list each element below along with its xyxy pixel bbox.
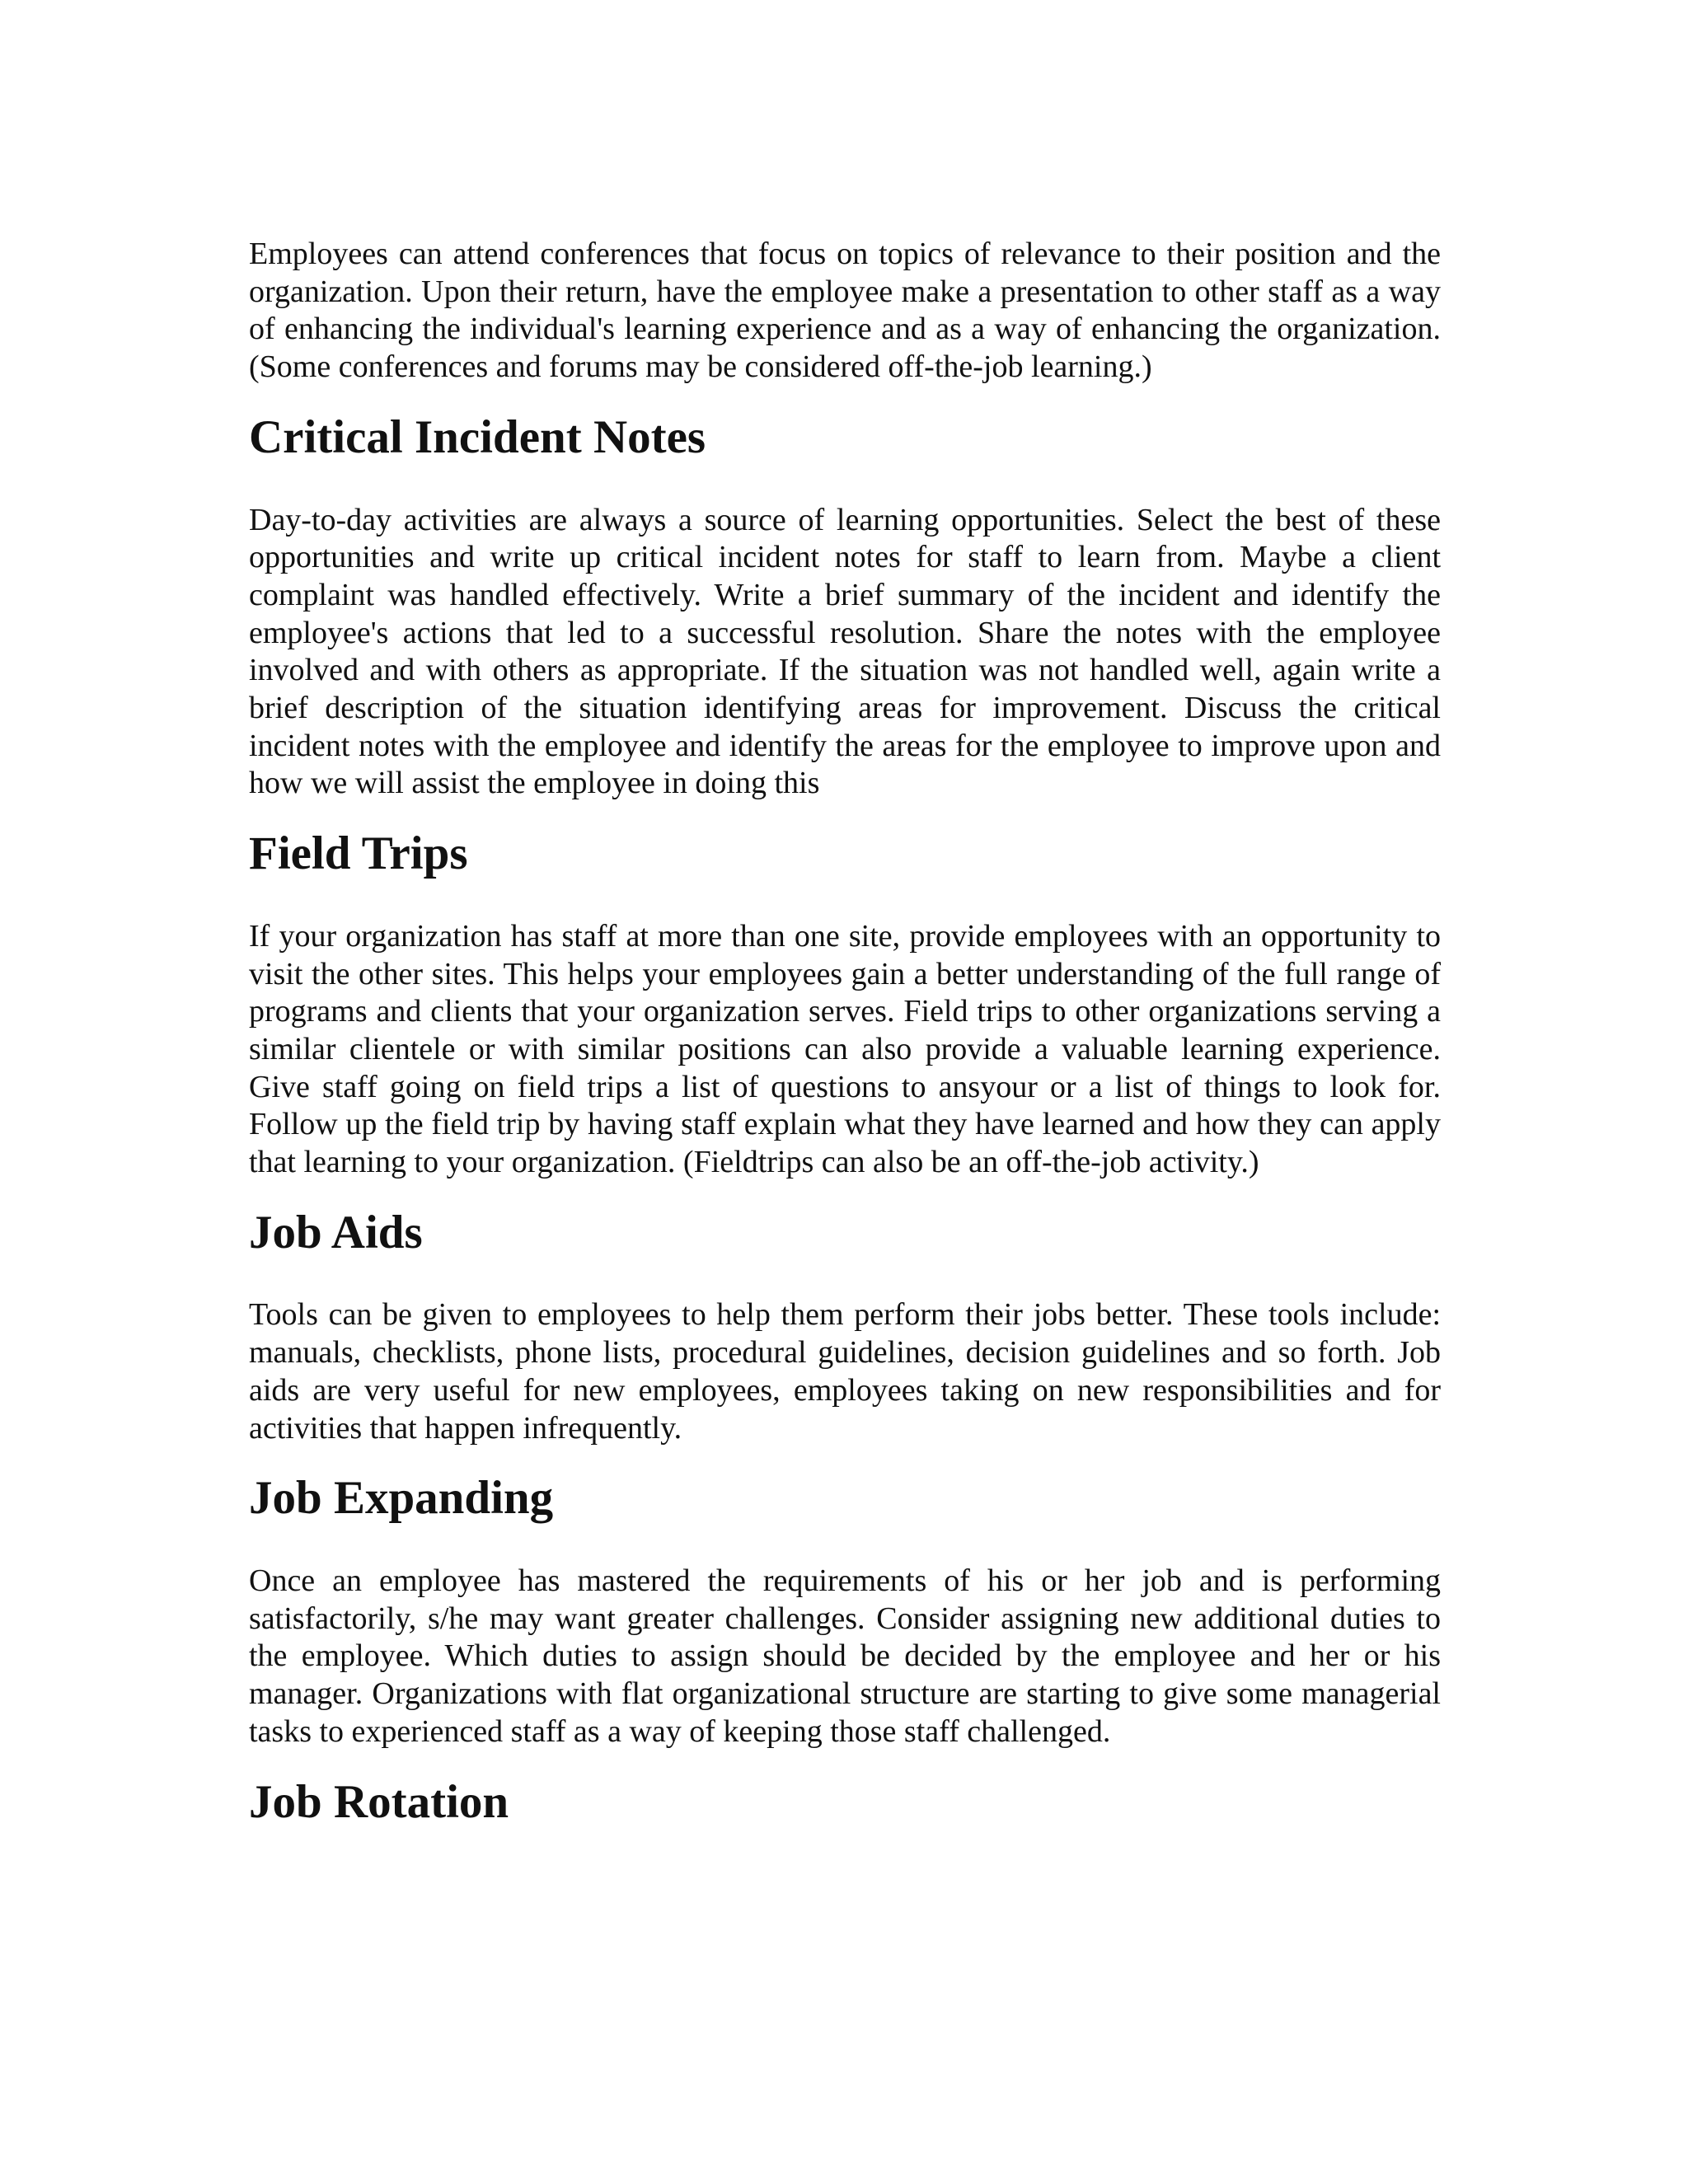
- section-body-job-aids: Tools can be given to employees to help them perform their jobs better. These tools include: manuals, checklists, phone lists, procedural guidelines, decision guidelines and so forth. Job aids are very useful for new employees, employees taking on new responsibilities and for activities that happen infrequently.: [249, 1297, 1441, 1446]
- intro-paragraph: Employees can attend conferences that focus on topics of relevance to their position and the organization. Upon their return, have the employee make a presentation to other staff as a way of enhancing the individual's learning experience and as a way of enhancing the organization. (Some conferences and forums may be considered off-the-job learning.): [249, 237, 1441, 385]
- document-body: [249, 236, 1441, 1828]
- section-heading-field-trips: Field Trips: [249, 827, 468, 880]
- section-heading-job-rotation: Job Rotation: [249, 1775, 509, 1828]
- section-body-field-trips: If your organization has staff at more than one site, provide employees with an opportunity to visit the other sites. This helps your employees gain a better understanding of the full range of programs and clients that your organization serves. Field trips to other organizations serving a similar clientele or with similar positions can also provide a valuable learning experience. Give staff going on field trips a list of questions to ansyour or a list of things to look for. Follow up the field trip by having staff explain what they have learned and how they can apply that learning to your organization. (Fieldtrips can also be an off-the-job activity.): [249, 918, 1441, 1180]
- section-heading-job-aids: Job Aids: [249, 1206, 423, 1258]
- section-body-job-expanding: Once an employee has mastered the requirements of his or her job and is performing satisfactorily, s/he may want greater challenges. Consider assigning new additional duties to the employee. Which duties to assign should be decided by the employee and her or his manager. Organizations with flat organizational structure are starting to give some managerial tasks to experienced staff as a way of keeping those staff challenged.: [249, 1563, 1441, 1749]
- section-heading-critical-incident-notes: Critical Incident Notes: [249, 410, 706, 463]
- section-heading-job-expanding: Job Expanding: [249, 1472, 554, 1525]
- section-body-critical-incident-notes: Day-to-day activities are always a source of learning opportunities. Select the best of these opportunities and write up critical incident notes for staff to learn from. Maybe a client complaint was handled effectively. Write a brief summary of the incident and identify the employee's actions that led to a successful resolution. Share the notes with the employee involved and with others as appropriate. If the situation was not handled well, again write a brief description of the situation identifying areas for improvement. Discuss the critical incident notes with the employee and identify the areas for the employee to improve upon and how we will assist the employee in doing this: [249, 502, 1441, 801]
